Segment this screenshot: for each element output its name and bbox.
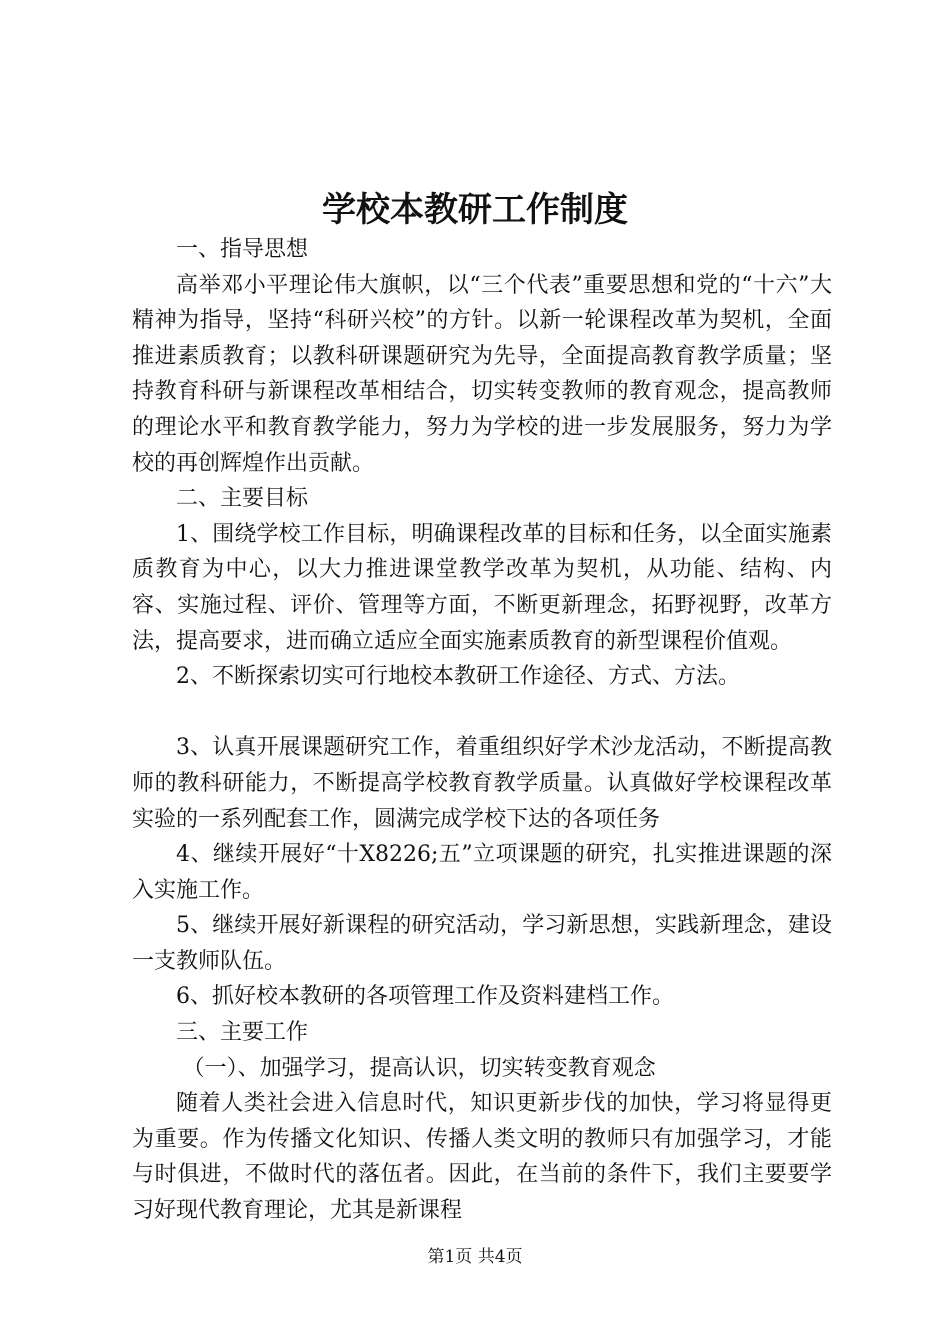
goal-item-2: 2、不断探索切实可行地校本教研工作途径、方式、方法。 — [176, 664, 740, 690]
paragraph-guiding-ideology: 高举邓小平理论伟大旗帜，以“三个代表”重要思想和党的“十六”大精神为指导，坚持“科研兴校”的方针。以新一轮课程改革为契机，全面推进素质教育；以教科研课题研究为先导，全面提高教育教学质量；坚持教育科研与新课程改革相结合，切实转变教师的教育观念，提高教师的理论水平和教育教学能力，努力为学校的进一步发展服务，努力为学校的再创辉煌作出贡献。 — [132, 272, 832, 476]
section-heading-guiding-ideology: 一、指导思想 — [176, 237, 309, 262]
paragraph-learning: 随着人类社会进入信息时代，知识更新步伐的加快，学习将显得更为重要。作为传播文化知识、传播人类文明的教师只有加强学习，才能与时俱进，不做时代的落伍者。因此，在当前的条件下，我们主要要学习好现代教育理论，尤其是新课程 — [132, 1091, 832, 1224]
subsection-heading-1: （一）、加强学习，提高认识，切实转变教育观念 — [182, 1055, 656, 1081]
goal-item-4: 4、继续开展好“十X8226;五”立项课题的研究，扎实推进课题的深入实施工作。 — [132, 842, 832, 903]
goal-item-5: 5、继续开展好新课程的研究活动，学习新思想，实践新理念，建设一支教师队伍。 — [132, 913, 832, 974]
section-heading-main-goals: 二、主要目标 — [176, 486, 309, 512]
goal-item-6: 6、抓好校本教研的各项管理工作及资料建档工作。 — [176, 984, 674, 1010]
goal-item-3: 3、认真开展课题研究工作，着重组织好学术沙龙活动，不断提高教师的教科研能力，不断提高学校教育教学质量。认真做好学校课程改革实验的一系列配套工作，圆满完成学校下达的各项任务 — [132, 735, 832, 832]
document-title: 学校本教研工作制度 — [322, 190, 628, 230]
section-heading-main-work: 三、主要工作 — [176, 1020, 309, 1046]
page-number-footer: 第1页 共4页 — [427, 1247, 523, 1267]
goal-item-1: 1、围绕学校工作目标，明确课程改革的目标和任务，以全面实施素质教育为中心，以大力推进课堂教学改革为契机，从功能、结构、内容、实施过程、评价、管理等方面，不断更新理念，拓野视野，改革方法，提高要求，进而确立适应全面实施素质教育的新型课程价值观。 — [132, 521, 832, 654]
document-body — [132, 232, 832, 1229]
blank-line — [132, 695, 832, 731]
